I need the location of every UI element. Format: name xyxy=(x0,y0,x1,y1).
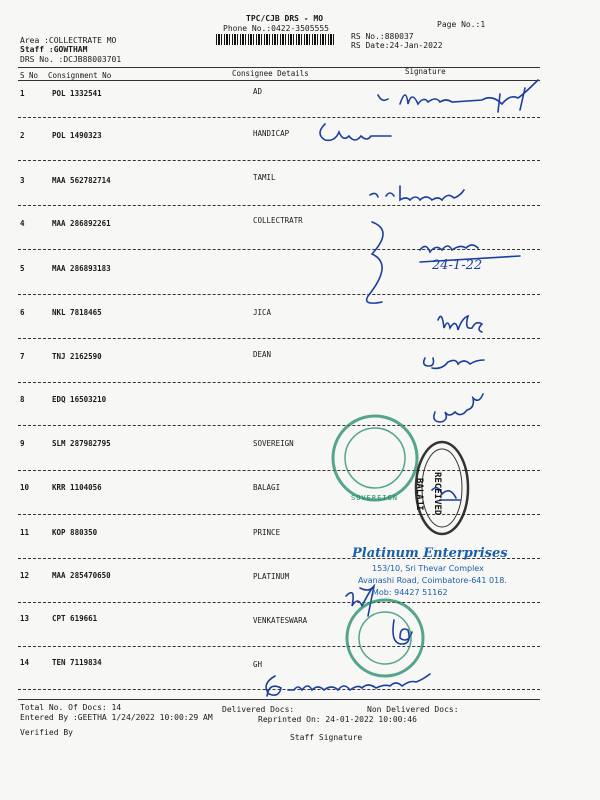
reprinted-on: Reprinted On: 24-01-2022 10:00:46 xyxy=(258,715,417,724)
row-sno: 4 xyxy=(20,219,25,228)
row-consignment: POL 1332541 xyxy=(52,89,102,98)
row-consignment: TNJ 2162590 xyxy=(52,352,102,361)
signature-row-7 xyxy=(424,358,484,368)
rs-number: RS No.:880037 xyxy=(351,32,414,41)
row-sno: 13 xyxy=(20,614,30,623)
platinum-stamp-address-1: 153/10, Sri Thevar Complex xyxy=(372,564,484,573)
row-consignment: MAA 286893183 xyxy=(52,264,111,273)
row-sno: 7 xyxy=(20,352,25,361)
staff-signature-label: Staff Signature xyxy=(290,733,363,742)
row-consignee: JICA xyxy=(253,308,272,317)
total-docs: Total No. Of Docs: 14 xyxy=(20,703,122,712)
row-sno: 2 xyxy=(20,131,25,140)
col-header-consignment: Consignment No xyxy=(48,71,112,80)
row-sno: 6 xyxy=(20,308,25,317)
row-consignment: KRR 1104056 xyxy=(52,483,102,492)
signature-row-8 xyxy=(434,394,483,422)
row-consignment: MAA 285470650 xyxy=(52,571,111,580)
row-consignee: PRINCE xyxy=(253,528,281,537)
row-consignment: TEN 7119834 xyxy=(52,658,102,667)
signature-row-4-bracket xyxy=(367,222,383,303)
row-sno: 11 xyxy=(20,528,30,537)
row-consignment: EDQ 16503210 xyxy=(52,395,107,404)
row-consignee: COLLECTRATR xyxy=(253,216,303,225)
row-sno: 14 xyxy=(20,658,30,667)
received-stamp-text: RECEIVED xyxy=(432,472,442,516)
staff-label: Staff :GOWTHAM xyxy=(20,45,88,54)
row-sno: 1 xyxy=(20,89,25,98)
drs-number: DRS No. :DCJB88003701 xyxy=(20,55,122,64)
col-header-consignee: Consignee Details xyxy=(232,69,309,78)
document-title: TPC/CJB DRS - MO xyxy=(246,14,324,23)
signature-row-2 xyxy=(320,124,391,140)
row-consignment: CPT 619661 xyxy=(52,614,98,623)
phone-number: Phone No.:0422-3505555 xyxy=(223,24,329,33)
signature-row-12 xyxy=(346,586,374,616)
row-consignment: POL 1490323 xyxy=(52,131,102,140)
row-consignee: HANDICAP xyxy=(253,129,290,138)
row-consignee: TAMIL xyxy=(253,173,276,182)
platinum-stamp-mobile: Mob: 94427 51162 xyxy=(372,588,448,597)
col-header-sno: S No xyxy=(20,71,39,80)
signature-row-3 xyxy=(370,186,464,200)
row-consignee: BALAGI xyxy=(253,483,281,492)
row-consignment: MAA 286892261 xyxy=(52,219,111,228)
entered-by: Entered By :GEETHA 1/24/2022 10:00:29 AM xyxy=(20,713,213,722)
row-sno: 8 xyxy=(20,395,25,404)
sovereign-stamp xyxy=(333,416,417,500)
balaji-stamp-text: BALAJI xyxy=(414,478,424,511)
page-number: Page No.:1 xyxy=(437,20,486,29)
signature-row-13 xyxy=(393,620,412,644)
row-sno: 9 xyxy=(20,439,25,448)
row-consignment: NKL 7818465 xyxy=(52,308,102,317)
row-consignee: SOVEREIGN xyxy=(253,439,294,448)
sovereign-stamp-text: SOVEREIGN xyxy=(351,494,398,502)
row-consignee: DEAN xyxy=(253,350,272,359)
handwritten-date: 24-1-22 xyxy=(432,258,483,273)
non-delivered-docs: Non Delivered Docs: xyxy=(367,705,459,714)
platinum-stamp-address-2: Avanashi Road, Coimbatore-641 018. xyxy=(358,576,507,585)
rs-date: RS Date:24-Jan-2022 xyxy=(351,41,443,50)
signature-row-1 xyxy=(378,80,538,112)
row-consignee: PLATINUM xyxy=(253,572,290,581)
verified-by: Verified By xyxy=(20,728,73,737)
row-consignment: KOP 880350 xyxy=(52,528,98,537)
row-consignee: AD xyxy=(253,87,263,96)
row-consignee: VENKATESWARA xyxy=(253,616,308,625)
row-sno: 3 xyxy=(20,176,25,185)
signature-row-6 xyxy=(438,316,482,332)
platinum-stamp-name: Platinum Enterprises xyxy=(352,546,508,561)
row-consignee: GH xyxy=(253,660,263,669)
row-consignment: SLM 287982795 xyxy=(52,439,111,448)
delivered-docs: Delivered Docs: xyxy=(222,705,295,714)
row-sno: 10 xyxy=(20,483,30,492)
row-sno: 5 xyxy=(20,264,25,273)
area-label: Area :COLLECTRATE MO xyxy=(20,36,117,45)
row-sno: 12 xyxy=(20,571,30,580)
row-consignment: MAA 562782714 xyxy=(52,176,111,185)
signature-row-14 xyxy=(266,674,430,696)
venkateswara-stamp xyxy=(347,600,423,676)
col-header-signature: Signature xyxy=(405,67,446,76)
